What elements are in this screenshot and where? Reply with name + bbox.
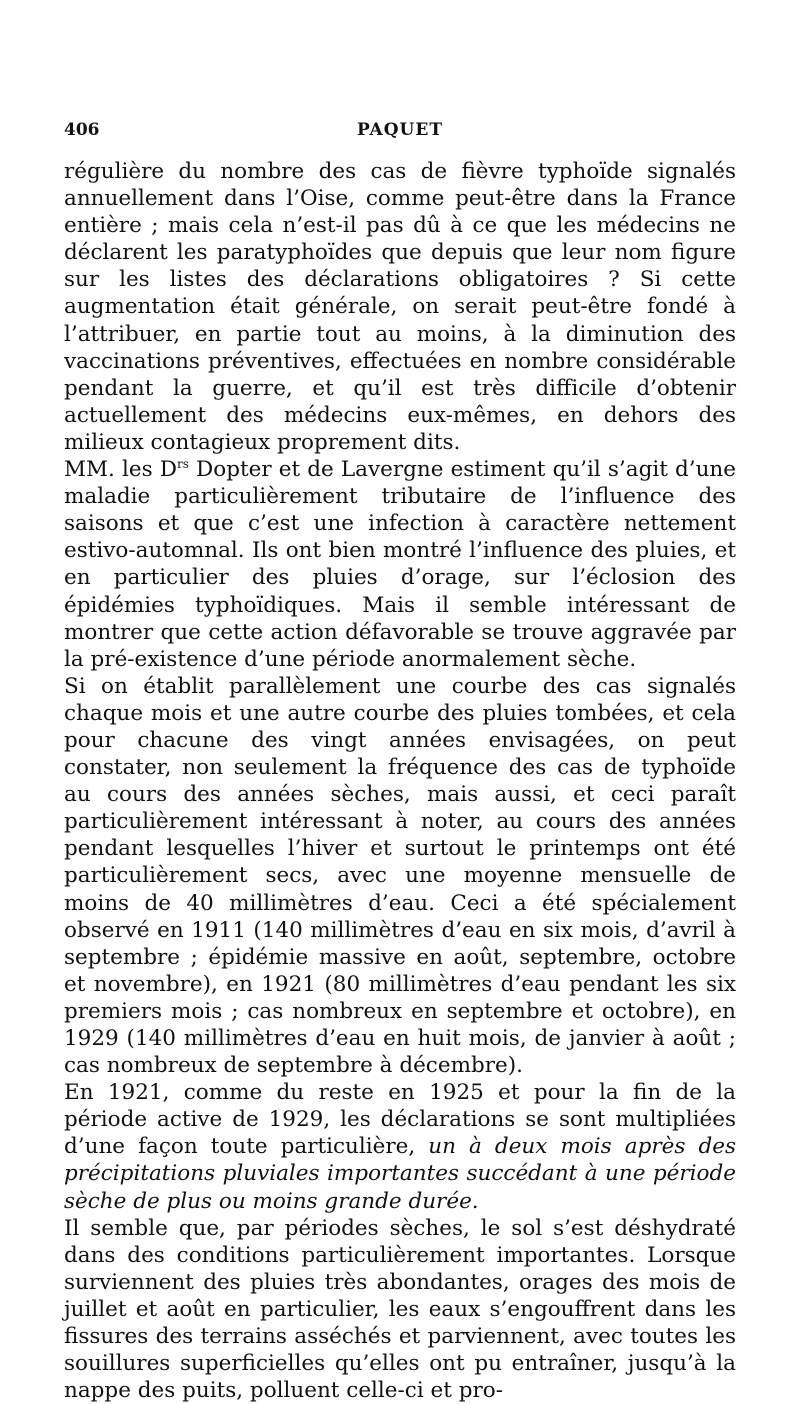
- paragraph-text: En 1921, comme du reste en 1925 et pour la fin de la période active de 1929, les déclarations se sont multipliées d’une façon toute particulière,: [64, 1080, 736, 1160]
- page-header: [64, 120, 736, 144]
- paragraph-1921: [64, 1079, 736, 1214]
- paragraph-text: Il semble que, par périodes sèches, le sol s’est déshydraté dans des conditions particulièrement importantes. Lorsque surviennent des pluies très abondantes, orages des mois de juillet et août en particulier, les eaux s’engouffrent dans les fissures des terrains asséchés et parviennent, avec toutes les souillures superficielles qu’elles ont pu entraîner, jusqu’à la nappe des puits, polluent celle-ci et pro-: [64, 1215, 736, 1404]
- paragraph-text: Dopter et de Lavergne estiment qu’il s’agit d’une maladie particulièrement tributaire de l’influence des saisons et que c’est une infection à caractère nettement estivo-automnal. Ils ont bien montré l’influence des pluies, et en particulier des pluies d’orage, sur l’éclosion des épidémies typhoïdiques. Mais il semble intéressant de montrer que cette action défavorable se trouve aggravée par la pré-existence d’une période anormalement sèche.: [64, 457, 737, 672]
- paragraph-text: régulière du nombre des cas de fièvre typhoïde signalés annuellement dans l’Oise, comme peut-être dans la France entière ; mais cela n’est-il pas dû à ce que les médecins ne déclarent les paratyphoïdes que depuis que leur nom figure sur les listes des déclarations obligatoires ? Si cette augmentation était générale, on serait peut-être fondé à l’attribuer, en partie tout au moins, à la diminution des vaccinations préventives, effectuées en nombre considérable pendant la guerre, et qu’il est très difficile d’obtenir actuellement des médecins eux-mêmes, en dehors des milieux contagieux proprement dits.: [64, 159, 736, 455]
- paragraph-lead: MM. les D: [64, 457, 177, 483]
- paragraph-text: Si on établit parallèlement une courbe des cas signalés chaque mois et une autre courbe des pluies tombées, et cela pour chacune des vingt années envisagées, on peut constater, non seulement la fréquence des cas de typhoïde au cours des années sèches, mais aussi, et ceci paraît particulièrement intéressant à noter, au cours des années pendant lesquelles l’hiver et surtout le printemps ont été particulièrement secs, avec une moyenne mensuelle de moins de 40 millimètres d’eau. Ceci a été spécialement observé en 1911 (140 millimètres d’eau en six mois, d’avril à septembre ; épidémie massive en août, septembre, octobre et novembre), en 1921 (80 millimètres d’eau pendant les six premiers mois ; cas nombreux en septembre et octobre), en 1929 (140 millimètres d’eau en huit mois, de janvier à août ; cas nombreux de septembre à décembre).: [64, 673, 736, 1079]
- running-title: PAQUET: [357, 120, 443, 140]
- paragraph-continuation: [64, 158, 736, 456]
- page-number: 406: [64, 120, 100, 140]
- paragraph-courbes: [64, 673, 736, 1079]
- paragraph-periodes-seches: [64, 1215, 736, 1404]
- doctor-abbrev-superscript: rs: [177, 457, 189, 472]
- body-text: [64, 158, 736, 1404]
- paragraph-dopter-lavergne: [64, 456, 736, 673]
- paragraph-italic-text: un à deux mois après des précipitations pluviales importantes succédant à une période sèche de plus ou moins grande durée.: [64, 1134, 736, 1214]
